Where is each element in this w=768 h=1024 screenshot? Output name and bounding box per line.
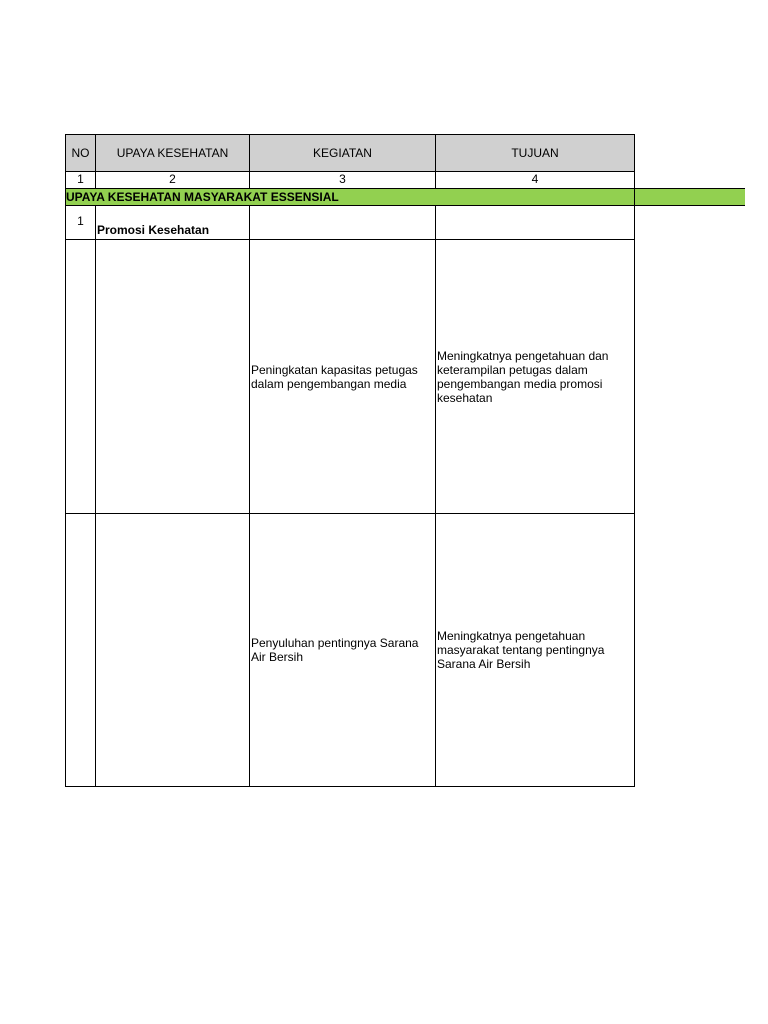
row3-kegiatan: Penyuluhan pentingnya Sarana Air Bersih [251,636,419,664]
row3-no-cell [65,513,96,787]
header-tujuan [435,134,635,172]
row1-no-cell [65,205,96,240]
section-title: UPAYA KESEHATAN MASYARAKAT ESSENSIAL [66,190,339,204]
row2-no-cell [65,239,96,514]
header-upaya-kesehatan [95,134,250,172]
row2-kegiatan-cell [249,239,436,514]
colnum-no-label: 1 [77,172,84,186]
colnum-no [65,171,96,189]
colnum-kegiatan [249,171,436,189]
header-kegiatan [249,134,436,172]
row3-kegiatan-cell [249,513,436,787]
colnum-tujuan-label: 4 [531,172,539,186]
section-divider [634,188,635,206]
row3-tujuan-cell [435,513,635,787]
row2-kegiatan: Peningkatan kapasitas petugas dalam pengembangan media [251,362,418,391]
row2-upaya-cell [95,239,250,514]
row1-kegiatan-cell [249,205,436,240]
row3-upaya-cell [95,513,250,787]
row2-tujuan: Meningkatnya pengetahuan dan keterampilan petugas dalam pengembangan media promosi kesehatan [437,348,609,405]
colnum-upaya [95,171,250,189]
section-band [65,188,745,206]
header-tujuan-label: TUJUAN [511,146,559,160]
row1-upaya: Promosi Kesehatan [97,223,210,237]
row3-tujuan: Meningkatnya pengetahuan masyarakat tentang pentingnya Sarana Air Bersih [437,629,605,671]
section-left-border [65,188,66,206]
row1-tujuan-cell [435,205,635,240]
row1-upaya-cell [95,205,250,240]
header-kegiatan-label: KEGIATAN [313,146,372,160]
row2-tujuan-cell [435,239,635,514]
colnum-kegiatan-label: 3 [339,172,346,186]
header-no-label: NO [71,146,90,160]
row1-no: 1 [77,214,84,228]
colnum-upaya-label: 2 [169,172,176,186]
header-upaya-label: UPAYA KESEHATAN [116,146,229,160]
header-no [65,134,96,172]
colnum-tujuan [435,171,635,189]
